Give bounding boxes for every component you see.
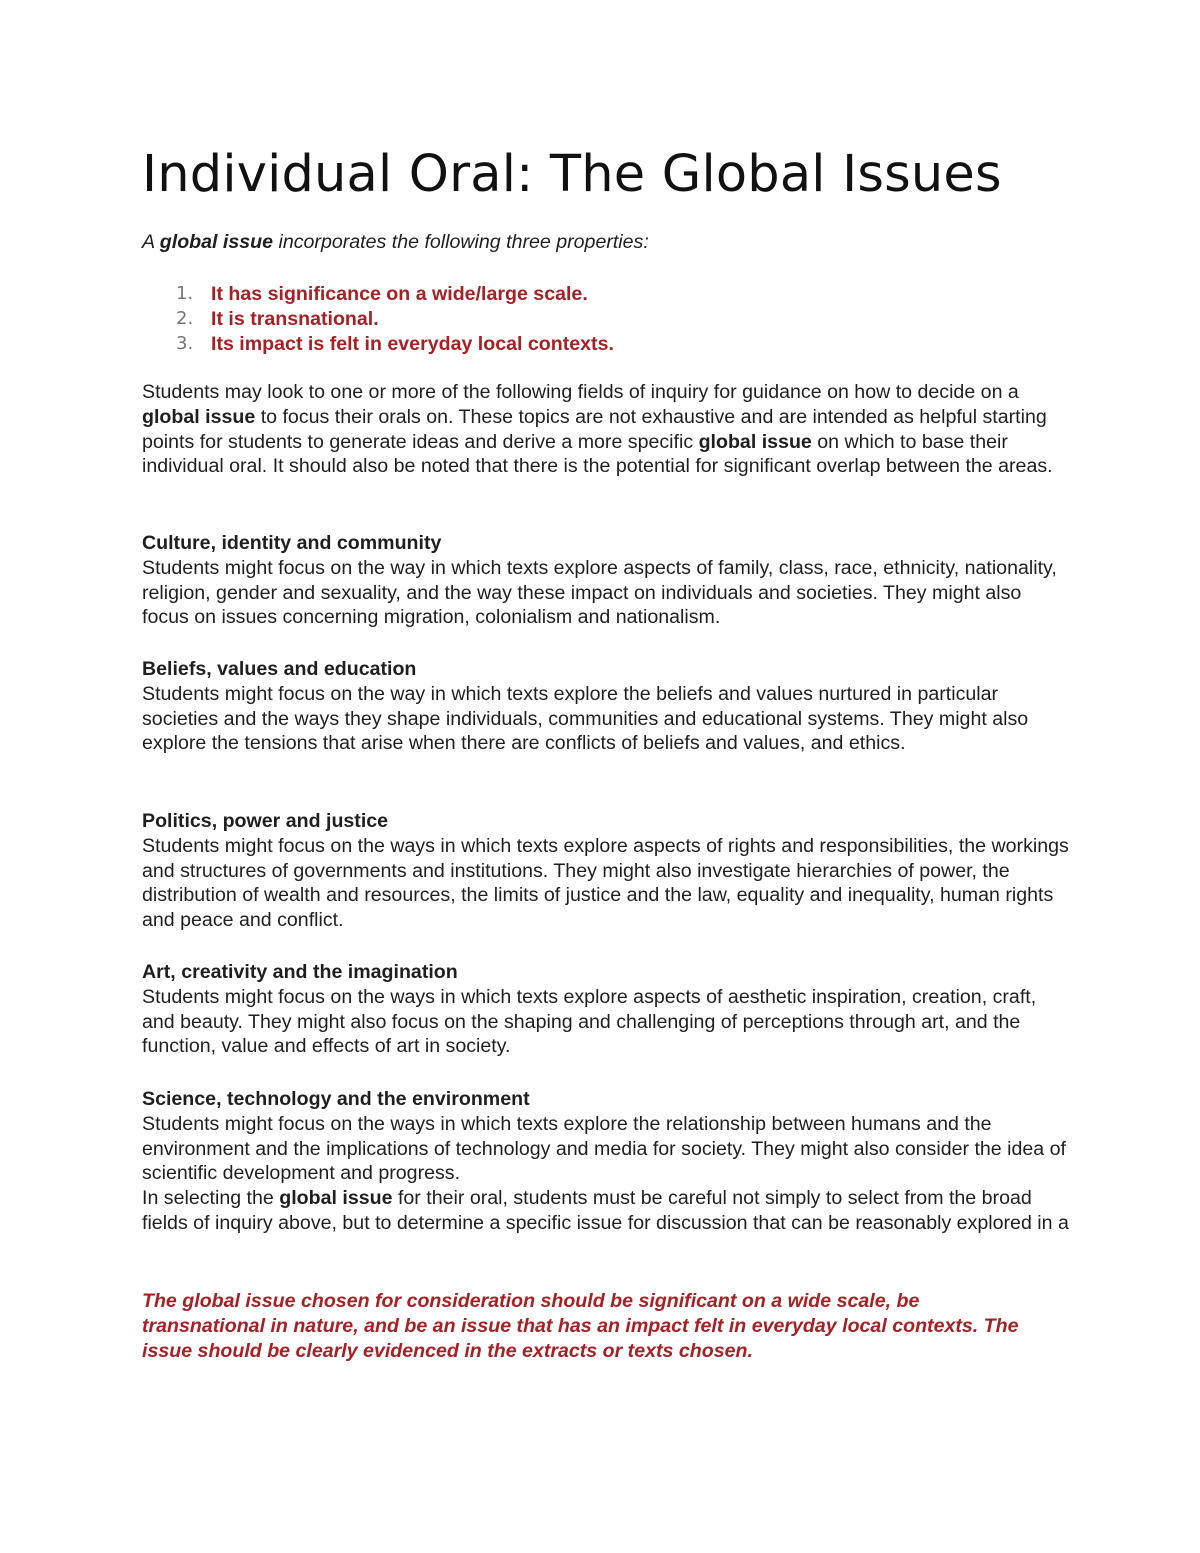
property-text: It has significance on a wide/large scale. [211, 283, 588, 305]
intro-suffix: incorporates the following three properties: [273, 231, 649, 253]
section-culture [142, 531, 1072, 630]
section-body: Students might focus on the way in which texts explore aspects of family, class, race, ethnicity, nationality, religion, gender and sexuality, and the way these impact on individuals and societies. They might also focus on issues concerning migration, colonialism and nationalism. [142, 556, 1057, 629]
lead-keyword: global issue [142, 405, 256, 428]
section-heading: Art, creativity and the imagination [142, 961, 458, 983]
selection-keyword: global issue [279, 1187, 393, 1210]
section-body: Students might focus on the ways in which texts explore the relationship between humans and the environment and the implications of technology and media for society. They might also consider the idea of scientific development and progress. [142, 1112, 1066, 1185]
section-heading: Beliefs, values and education [142, 658, 417, 680]
section-body: Students might focus on the way in which texts explore the beliefs and values nurtured in particular societies and the ways they shape individuals, communities and educational systems. They might also explore the tensions that arise when there are conflicts of beliefs and values, and ethics. [142, 682, 1029, 755]
properties-list [142, 282, 614, 356]
property-text: Its impact is felt in everyday local contexts. [211, 332, 614, 355]
section-heading: Culture, identity and community [142, 532, 442, 554]
property-number: 2. [176, 307, 194, 329]
section-beliefs [142, 657, 1072, 756]
closing-statement: The global issue chosen for consideration should be significant on a wide scale, be transnational in nature, and be an issue that has an impact felt in everyday local contexts. The issue should be clearly evidenced in the extracts or texts chosen. [142, 1290, 1019, 1362]
section-heading: Science, technology and the environment [142, 1088, 530, 1110]
section-art [142, 960, 1072, 1059]
lead-keyword: global issue [698, 430, 812, 453]
lead-text: on which to base their individual oral. It should also be noted that there is the potential for significant overlap between the areas. [142, 430, 1053, 478]
lead-text: Students may look to one or more of the following fields of inquiry for guidance on how to decide on a [142, 381, 1019, 403]
selection-paragraph [142, 1186, 1072, 1236]
document-title: Individual Oral: The Global Issues [142, 145, 1002, 204]
intro-paragraph [142, 230, 649, 255]
section-body: Students might focus on the ways in which texts explore aspects of rights and responsibilities, the workings and structures of governments and institutions. They might also investigate hierarchies of power, the distribution of wealth and resources, the limits of justice and the law, equality and inequality, human rights and peace and conflict. [142, 834, 1069, 932]
section-body: Students might focus on the ways in which texts explore aspects of aesthetic inspiration, creation, craft, and beauty. They might also focus on the shaping and challenging of perceptions through art, and the function, value and effects of art in society. [142, 985, 1037, 1058]
property-item [142, 282, 614, 307]
section-politics [142, 809, 1072, 933]
selection-text: In selecting the [142, 1187, 280, 1210]
property-item [142, 307, 614, 332]
lead-text: to focus their orals on. These topics are not exhaustive and are intended as helpful starting points for students to generate ideas and derive a more specific [142, 405, 1047, 453]
property-number: 3. [176, 332, 194, 354]
property-number: 1. [176, 283, 194, 304]
property-text: It is transnational. [211, 307, 379, 330]
intro-keyword: global issue [159, 231, 274, 253]
property-item [142, 332, 614, 357]
section-science [142, 1087, 1072, 1236]
section-heading: Politics, power and justice [142, 810, 389, 832]
selection-text: for their oral, students must be careful not simply to select from the broad fields of inquiry above, but to determine a specific issue for discussion that can be reasonably explored in a [142, 1187, 1069, 1234]
lead-paragraph [142, 380, 1072, 479]
intro-prefix: A [142, 231, 160, 253]
